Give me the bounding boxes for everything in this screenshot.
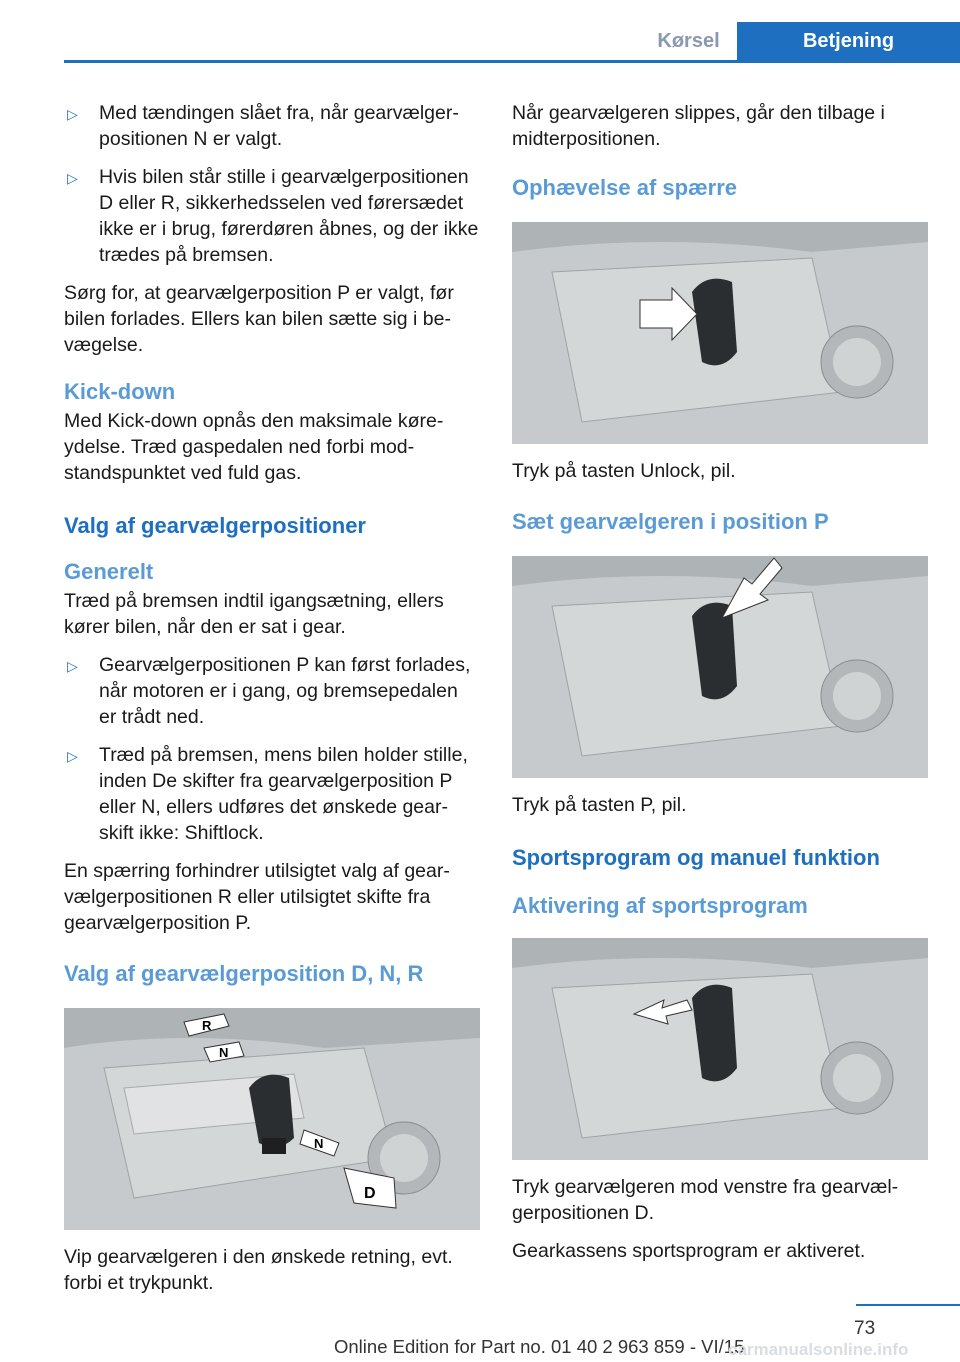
kickdown-heading: Kick-down bbox=[64, 379, 176, 404]
header-rule bbox=[64, 60, 960, 63]
dnr-heading: Valg af gearvælgerposition D, N, R bbox=[64, 961, 424, 986]
aktiv-caption: Tryk gearvælgeren mod venstre fra gearvæl-gerpositionen D. bbox=[512, 1176, 899, 1224]
kickdown-text: Med Kick-down opnås den maksimale køre-ydelse. Træd gaspedalen ned forbi mod-standspunktet ved fuld gas. bbox=[64, 410, 444, 484]
aktiv-text: Gearkassens sportsprogram er aktiveret. bbox=[512, 1240, 866, 1262]
gear-selector-dnr-figure bbox=[64, 1008, 480, 1230]
list-item: ▷ Med tændingen slået fra, når gearvælger-positionen N er valgt. bbox=[67, 102, 459, 150]
tab-betjening[interactable] bbox=[737, 22, 960, 60]
label-d: D bbox=[364, 1185, 376, 1202]
unlock-heading: Ophævelse af spærre bbox=[512, 175, 737, 200]
aktiv-heading: Aktivering af sportsprogram bbox=[512, 893, 808, 918]
valg-heading: Valg af gearvælgerpositioner bbox=[64, 513, 366, 538]
tab-korsel-label: Kørsel bbox=[657, 29, 720, 52]
spaerring-text: En spærring forhindrer utilsigtet valg af gear-vælgerpositionen R eller utilsigtet skifte fra gearvælgerposition P. bbox=[64, 860, 450, 934]
ppos-heading: Sæt gearvælgeren i position P bbox=[512, 509, 829, 534]
page-number: 73 bbox=[854, 1318, 876, 1339]
list-item: ▷ Gearvælgerpositionen P kan først forlades, når motoren er i gang, og bremsepedalen er trådt ned. bbox=[67, 654, 471, 728]
left-column bbox=[64, 100, 480, 1308]
ppos-caption: Tryk på tasten P, pil. bbox=[512, 794, 687, 816]
list-item: ▷ Hvis bilen står stille i gearvælgerpositionen D eller R, sikkerhedsselen ved førersædet ikke er i brug, førerdøren åbnes, og der ikke trædes på bremsen. bbox=[67, 166, 479, 266]
footer-rule bbox=[856, 1304, 960, 1306]
label-n-lower: N bbox=[314, 1136, 324, 1151]
generelt-heading: Generelt bbox=[64, 559, 154, 584]
bullet-list-2 bbox=[64, 652, 480, 846]
triangle-right-icon: ▷ bbox=[67, 106, 78, 122]
intro-text: Når gearvælgeren slippes, går den tilbage i midterpositionen. bbox=[512, 102, 885, 150]
triangle-right-icon: ▷ bbox=[67, 170, 78, 186]
triangle-right-icon: ▷ bbox=[67, 658, 78, 674]
label-n-upper: N bbox=[219, 1045, 229, 1060]
bullet-list-1 bbox=[64, 100, 480, 268]
footer-edition: Online Edition for Part no. 01 40 2 963 859 - VI/15 bbox=[334, 1336, 745, 1357]
list-item: ▷ Træd på bremsen, mens bilen holder stille, inden De skifter fra gearvælgerposition P eller N, ellers udføres det ønskede gear-skift ikke: Shiftlock. bbox=[67, 744, 468, 844]
unlock-figure bbox=[512, 222, 928, 444]
tab-betjening-label: Betjening bbox=[802, 29, 895, 52]
dnr-caption: Vip gearvælgeren i den ønskede retning, evt. forbi et trykpunkt. bbox=[64, 1246, 453, 1294]
generelt-text: Træd på bremsen indtil igangsætning, ellers kører bilen, når den er sat i gear. bbox=[64, 590, 444, 638]
paragraph: Sørg for, at gearvælgerposition P er valgt, før bilen forlades. Ellers kan bilen sætte sig i be-vægelse. bbox=[64, 282, 454, 356]
right-column bbox=[512, 100, 928, 1276]
sport-program-figure bbox=[512, 938, 928, 1160]
sport-heading: Sportsprogram og manuel funktion bbox=[512, 845, 880, 870]
triangle-right-icon: ▷ bbox=[67, 748, 78, 764]
p-position-figure bbox=[512, 556, 928, 778]
label-r: R bbox=[202, 1018, 212, 1033]
unlock-caption: Tryk på tasten Unlock, pil. bbox=[512, 460, 736, 482]
tab-korsel[interactable] bbox=[640, 22, 737, 60]
watermark: carmanualsonline.info bbox=[728, 1340, 909, 1359]
